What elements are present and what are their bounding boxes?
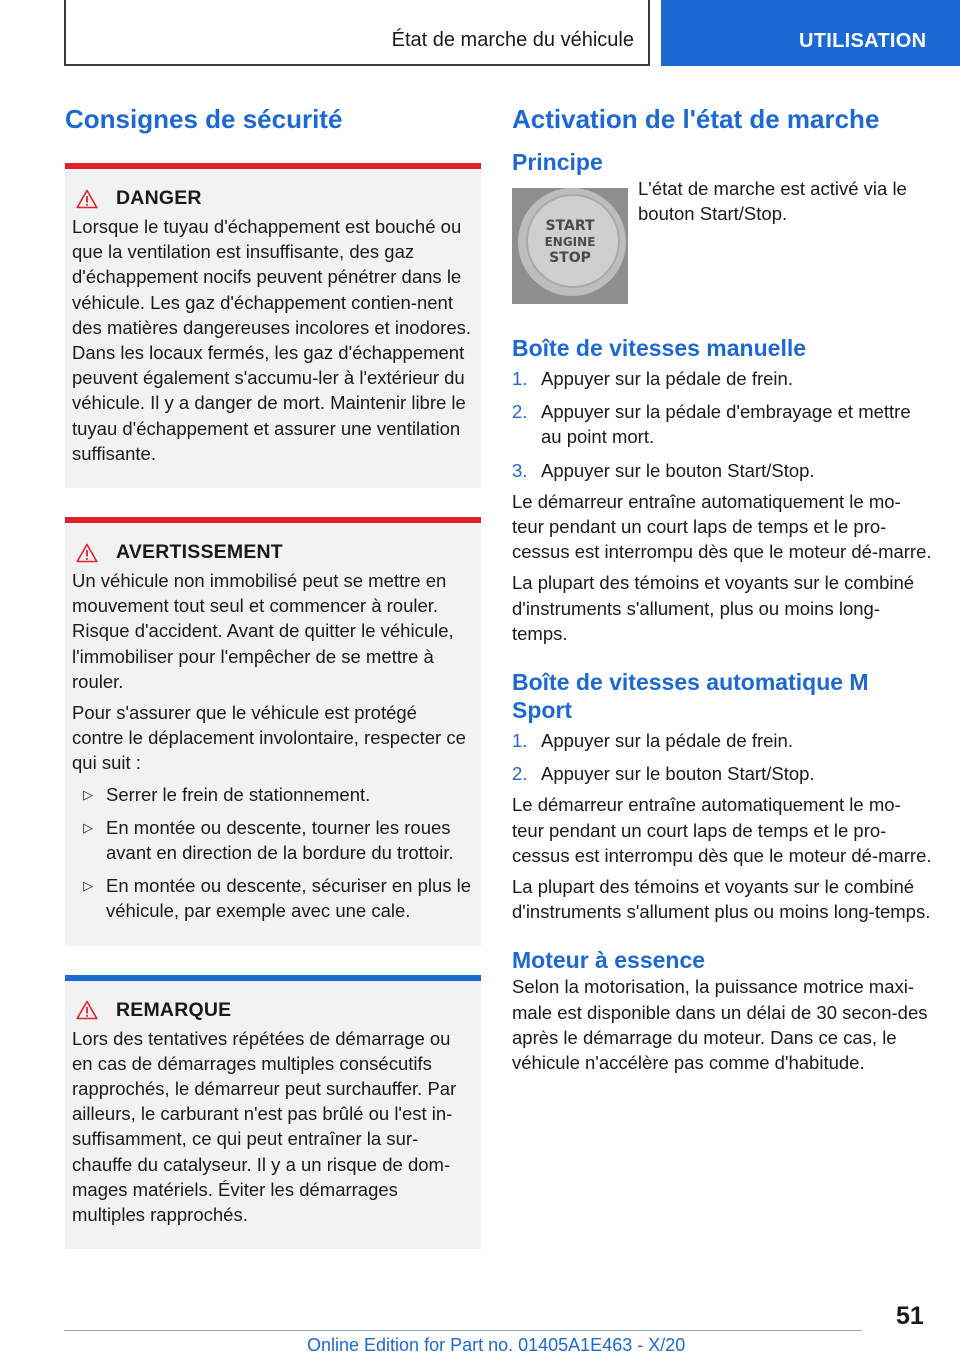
notice-text: Lors des tentatives répétées de démarrage ou en cas de démarrages multiples consécutifs rapprochés, le démarreur peut surchauffer. Par ailleurs, le carburant n'est pas brûlé ou l'est in-suffisamment, ce qui peut entraîner la sur-chauffe du catalyseur. Il y a un risque de dom-mages matériels. Éviter les démarrages multiples rapprochés. — [72, 1027, 457, 1226]
list-item — [72, 873, 473, 923]
manual-heading: Boîte de vitesses manuelle — [512, 335, 807, 361]
danger-label: DANGER — [116, 187, 202, 209]
chapter-tab[interactable] — [661, 0, 960, 66]
danger-text: Lorsque le tuyau d'échappement est bouché ou que la ventilation est insuffisante, des gaz d'échappement nocifs peuvent pénétrer dans le véhicule. Les gaz d'échappement contien-nent des matières dangereuses incolores et inodores. Dans les locaux fermés, les gaz d'échappement peuvent également s'accumu-ler à l'extérieur du véhicule. Il y a danger de mort. Maintenir libre le tuyau d'échappement et assurer une ventilation suffisante. — [72, 216, 472, 464]
auto-text-2: La plupart des témoins et voyants sur le combiné d'instruments s'allument plus ou moins long-temps. — [512, 876, 931, 923]
danger-header — [76, 187, 473, 210]
warning-box — [65, 517, 481, 946]
danger-box — [65, 163, 481, 488]
start-stop-button-image — [512, 188, 628, 304]
running-header — [64, 0, 650, 66]
list-item — [512, 761, 932, 786]
bullet-text: Serrer le frein de stationnement. — [106, 783, 371, 805]
bullet-text: En montée ou descente, tourner les roues avant en direction de la bordure du trottoir. — [106, 816, 454, 864]
notice-bar — [65, 975, 481, 981]
auto-steps — [512, 728, 932, 786]
auto-text-1: Le démarreur entraîne automatiquement le mo-teur pendant un court laps de temps et le pro-cessus est interrompu dès que le moteur dé-marre. — [512, 794, 932, 866]
principe-text: L'état de marche est activé via le bouton Start/Stop. — [638, 178, 907, 225]
triangle-right-bullet-icon: ▷ — [83, 819, 93, 835]
list-item — [512, 458, 932, 483]
button-label-line: START — [545, 218, 595, 234]
notice-header — [76, 999, 473, 1022]
warning-triangle-icon — [76, 1000, 98, 1020]
step-text: Appuyer sur le bouton Start/Stop. — [541, 763, 815, 785]
step-text: Appuyer sur le bouton Start/Stop. — [541, 459, 815, 481]
step-number: 2. — [512, 401, 528, 423]
list-item — [512, 728, 932, 753]
warning-text-1: Un véhicule non immobilisé peut se mettre en mouvement tout seul et commencer à rouler. Risque d'accident. Avant de quitter le véhicule, l'immobiliser pour l'empêcher de se mettre à rouler. — [72, 570, 454, 692]
warning-header — [76, 541, 473, 564]
notice-label: REMARQUE — [116, 998, 232, 1021]
manual-steps — [512, 366, 932, 483]
chapter-tab-label: UTILISATION — [799, 30, 927, 52]
list-item — [512, 366, 932, 391]
warning-triangle-icon — [76, 189, 98, 209]
petrol-text: Selon la motorisation, la puissance motrice maxi-male est disponible dans un délai de 30 secon-des après le démarrage du moteur. Dans ce cas, le véhicule n'accélère pas comme d'habitude. — [512, 976, 928, 1074]
warning-triangle-icon — [76, 543, 98, 563]
left-column — [65, 104, 481, 1249]
step-number: 3. — [512, 459, 528, 481]
step-number: 2. — [512, 763, 528, 785]
auto-heading: Boîte de vitesses automatique M Sport — [512, 669, 869, 724]
step-text: Appuyer sur la pédale de frein. — [541, 368, 793, 389]
principe-block — [512, 180, 932, 304]
safety-heading: Consignes de sécurité — [65, 104, 343, 134]
warning-bullet-list — [72, 782, 473, 924]
manual-text-2: La plupart des témoins et voyants sur le combiné d'instruments s'allument, plus ou moins long-temps. — [512, 572, 915, 644]
step-number: 1. — [512, 368, 528, 389]
petrol-heading: Moteur à essence — [512, 947, 706, 974]
list-item — [72, 815, 473, 865]
triangle-right-bullet-icon: ▷ — [83, 786, 93, 802]
activation-heading: Activation de l'état de marche — [512, 104, 880, 134]
step-text: Appuyer sur la pédale de frein. — [541, 730, 793, 752]
edition-note: Online Edition for Part no. 01405A1E463 - X/20 — [307, 1335, 686, 1355]
page-number: 51 — [896, 1302, 924, 1330]
triangle-right-bullet-icon: ▷ — [83, 878, 93, 894]
right-column — [512, 104, 932, 1075]
section-title: État de marche du véhicule — [391, 29, 634, 51]
list-item — [512, 399, 932, 449]
list-item — [72, 782, 473, 807]
principe-heading: Principe — [512, 149, 603, 175]
warning-text-2: Pour s'assurer que le véhicule est protégé contre le déplacement involontaire, respecter ce qui suit : — [72, 702, 466, 774]
danger-bar — [65, 163, 481, 169]
warning-bar — [65, 517, 481, 523]
button-label-line: ENGINE — [544, 235, 596, 249]
warning-label: AVERTISSEMENT — [116, 541, 283, 564]
button-label-line: STOP — [549, 250, 591, 266]
bullet-text: En montée ou descente, sécuriser en plus le véhicule, par exemple avec une cale. — [106, 875, 472, 922]
manual-text-1: Le démarreur entraîne automatiquement le mo-teur pendant un court laps de temps et le pro-cessus est interrompu dès que le moteur dé-marre. — [512, 490, 932, 563]
button-label — [512, 218, 628, 266]
step-number: 1. — [512, 730, 528, 752]
footer-divider — [64, 1330, 862, 1331]
step-text: Appuyer sur la pédale d'embrayage et mettre au point mort. — [541, 401, 911, 448]
notice-box — [65, 975, 481, 1250]
